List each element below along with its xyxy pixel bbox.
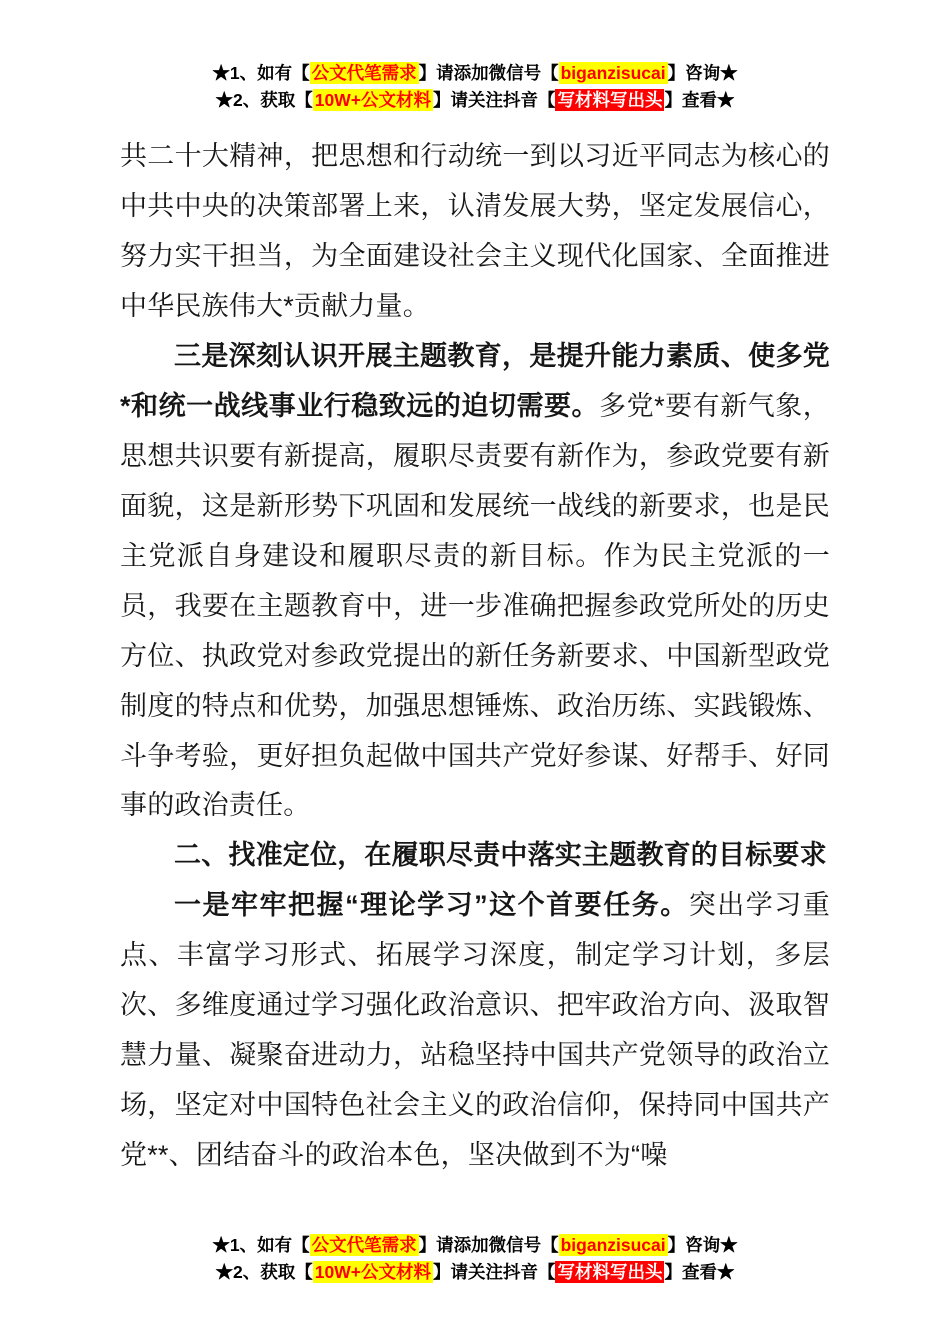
- promo-line-2-bottom-suffix: 查看: [681, 1261, 717, 1282]
- promo-line-1-bracket-close: 】: [418, 63, 437, 83]
- promo-tag-materials: 10W+公文材料: [314, 90, 431, 111]
- promo-line-2-bottom-bracket-open: 【: [295, 1261, 313, 1282]
- promo-tag-wechat-id: biganzisucai: [560, 63, 666, 83]
- promo-line-2-bracket-open2: 【: [537, 90, 556, 111]
- paragraph-2-bold-lead: 三是深刻认识开展主题教育，是提升能力素质、使多党*和统一战线事业行稳致远的迫切需要。: [120, 341, 830, 421]
- paragraph-4-bold-lead: 一是牢牢把握“理论学习”这个首要任务。: [174, 890, 689, 921]
- star-right-icon-2: ★: [716, 90, 735, 111]
- promo-line-2-bottom-prefix: 2、获取: [233, 1261, 296, 1282]
- promo-line-1-bottom-mid: 请添加微信号: [436, 1234, 542, 1255]
- star-left-icon-4: ★: [215, 1261, 234, 1282]
- promo-tag-materials-bottom: 10W+公文材料: [314, 1261, 431, 1282]
- promo-line-1-bottom-bracket-close: 】: [418, 1234, 437, 1255]
- promo-line-1: [120, 60, 830, 87]
- promo-line-2-bracket-close: 】: [432, 90, 451, 111]
- promo-line-2-bottom-bracket-open2: 【: [537, 1261, 556, 1282]
- promo-line-1-prefix: 1、如有: [229, 63, 293, 83]
- star-left-icon-2: ★: [215, 90, 234, 111]
- section-heading-2-text: 二、找准定位，在履职尽责中落实主题教育的目标要求: [174, 840, 827, 871]
- promo-line-1-mid: 请添加微信号: [436, 63, 542, 83]
- star-right-icon: ★: [720, 63, 738, 83]
- promo-line-2-bracket-close2: 】: [664, 90, 682, 111]
- promo-line-1-bracket-open: 【: [292, 63, 310, 83]
- star-right-icon-4: ★: [716, 1261, 735, 1282]
- promo-tag-douyin: 写材料写出头: [557, 90, 663, 111]
- promo-tag-douyin-bottom: 写材料写出头: [557, 1261, 663, 1282]
- document-text-body: [120, 132, 830, 1181]
- paragraph-2: [120, 332, 830, 831]
- promo-line-1-bracket-close2: 】: [667, 63, 686, 83]
- promo-line-1-bracket-open2: 【: [541, 63, 559, 83]
- promo-line-2-bottom-mid: 请关注抖音: [450, 1261, 538, 1282]
- promo-tag-daibi-bottom: 公文代笔需求: [311, 1234, 417, 1255]
- paragraph-1-text: 共二十大精神，把思想和行动统一到以习近平同志为核心的中共中央的决策部署上来，认清发展大势，坚定发展信心，努力实干担当，为全面建设社会主义现代化国家、全面推进中华民族伟大*贡献力量。: [120, 141, 830, 322]
- promo-line-2-bracket-open: 【: [295, 90, 313, 111]
- promo-line-1-bottom-prefix: 1、如有: [229, 1234, 293, 1255]
- promo-line-1-suffix: 咨询: [685, 63, 721, 83]
- promo-line-2-bottom: [0, 1259, 950, 1286]
- promo-line-1-bottom-bracket-close2: 】: [667, 1234, 686, 1255]
- promo-banner-top: [120, 0, 830, 114]
- promo-line-2-suffix: 查看: [681, 90, 717, 111]
- paragraph-2-text: 多党*要有新气象，思想共识要有新提高，履职尽责要有新作为，参政党要有新面貌，这是新形势下巩固和发展统一战线的新要求，也是民主党派自身建设和履职尽责的新目标。作为民主党派的一员，我要在主题教育中，进一步准确把握参政党所处的历史方位、执政党对参政党提出的新任务新要求、中国新型政党制度的特点和优势，加强思想锤炼、政治历练、实践锻炼、斗争考验，更好担负起做中国共产党好参谋、好帮手、好同事的政治责任。: [120, 390, 830, 821]
- promo-line-2-mid: 请关注抖音: [450, 90, 538, 111]
- promo-line-2-bottom-bracket-close: 】: [432, 1261, 451, 1282]
- section-heading-2: [120, 831, 830, 881]
- promo-line-2-prefix: 2、获取: [233, 90, 296, 111]
- promo-line-1-bottom-bracket-open: 【: [292, 1234, 310, 1255]
- promo-line-1-bottom-suffix: 咨询: [685, 1234, 721, 1255]
- paragraph-4: [120, 881, 830, 1181]
- paragraph-1: [120, 132, 830, 332]
- promo-tag-daibi: 公文代笔需求: [311, 63, 417, 83]
- star-left-icon-3: ★: [212, 1234, 230, 1255]
- promo-banner-bottom: [0, 1232, 950, 1286]
- paragraph-4-text: 突出学习重点、丰富学习形式、拓展学习深度，制定学习计划，多层次、多维度通过学习强化政治意识、把牢政治方向、汲取智慧力量、凝聚奋进动力，站稳坚持中国共产党领导的政治立场，坚定对中国特色社会主义的政治信仰，保持同中国共产党**、团结奋斗的政治本色，坚决做到不为“噪: [120, 890, 830, 1170]
- promo-line-2: [120, 87, 830, 114]
- promo-tag-wechat-id-bottom: biganzisucai: [560, 1234, 666, 1255]
- star-left-icon: ★: [212, 63, 230, 83]
- star-right-icon-3: ★: [720, 1234, 738, 1255]
- promo-line-1-bottom-bracket-open2: 【: [541, 1234, 559, 1255]
- promo-line-1-bottom: [0, 1232, 950, 1259]
- promo-line-2-bottom-bracket-close2: 】: [664, 1261, 682, 1282]
